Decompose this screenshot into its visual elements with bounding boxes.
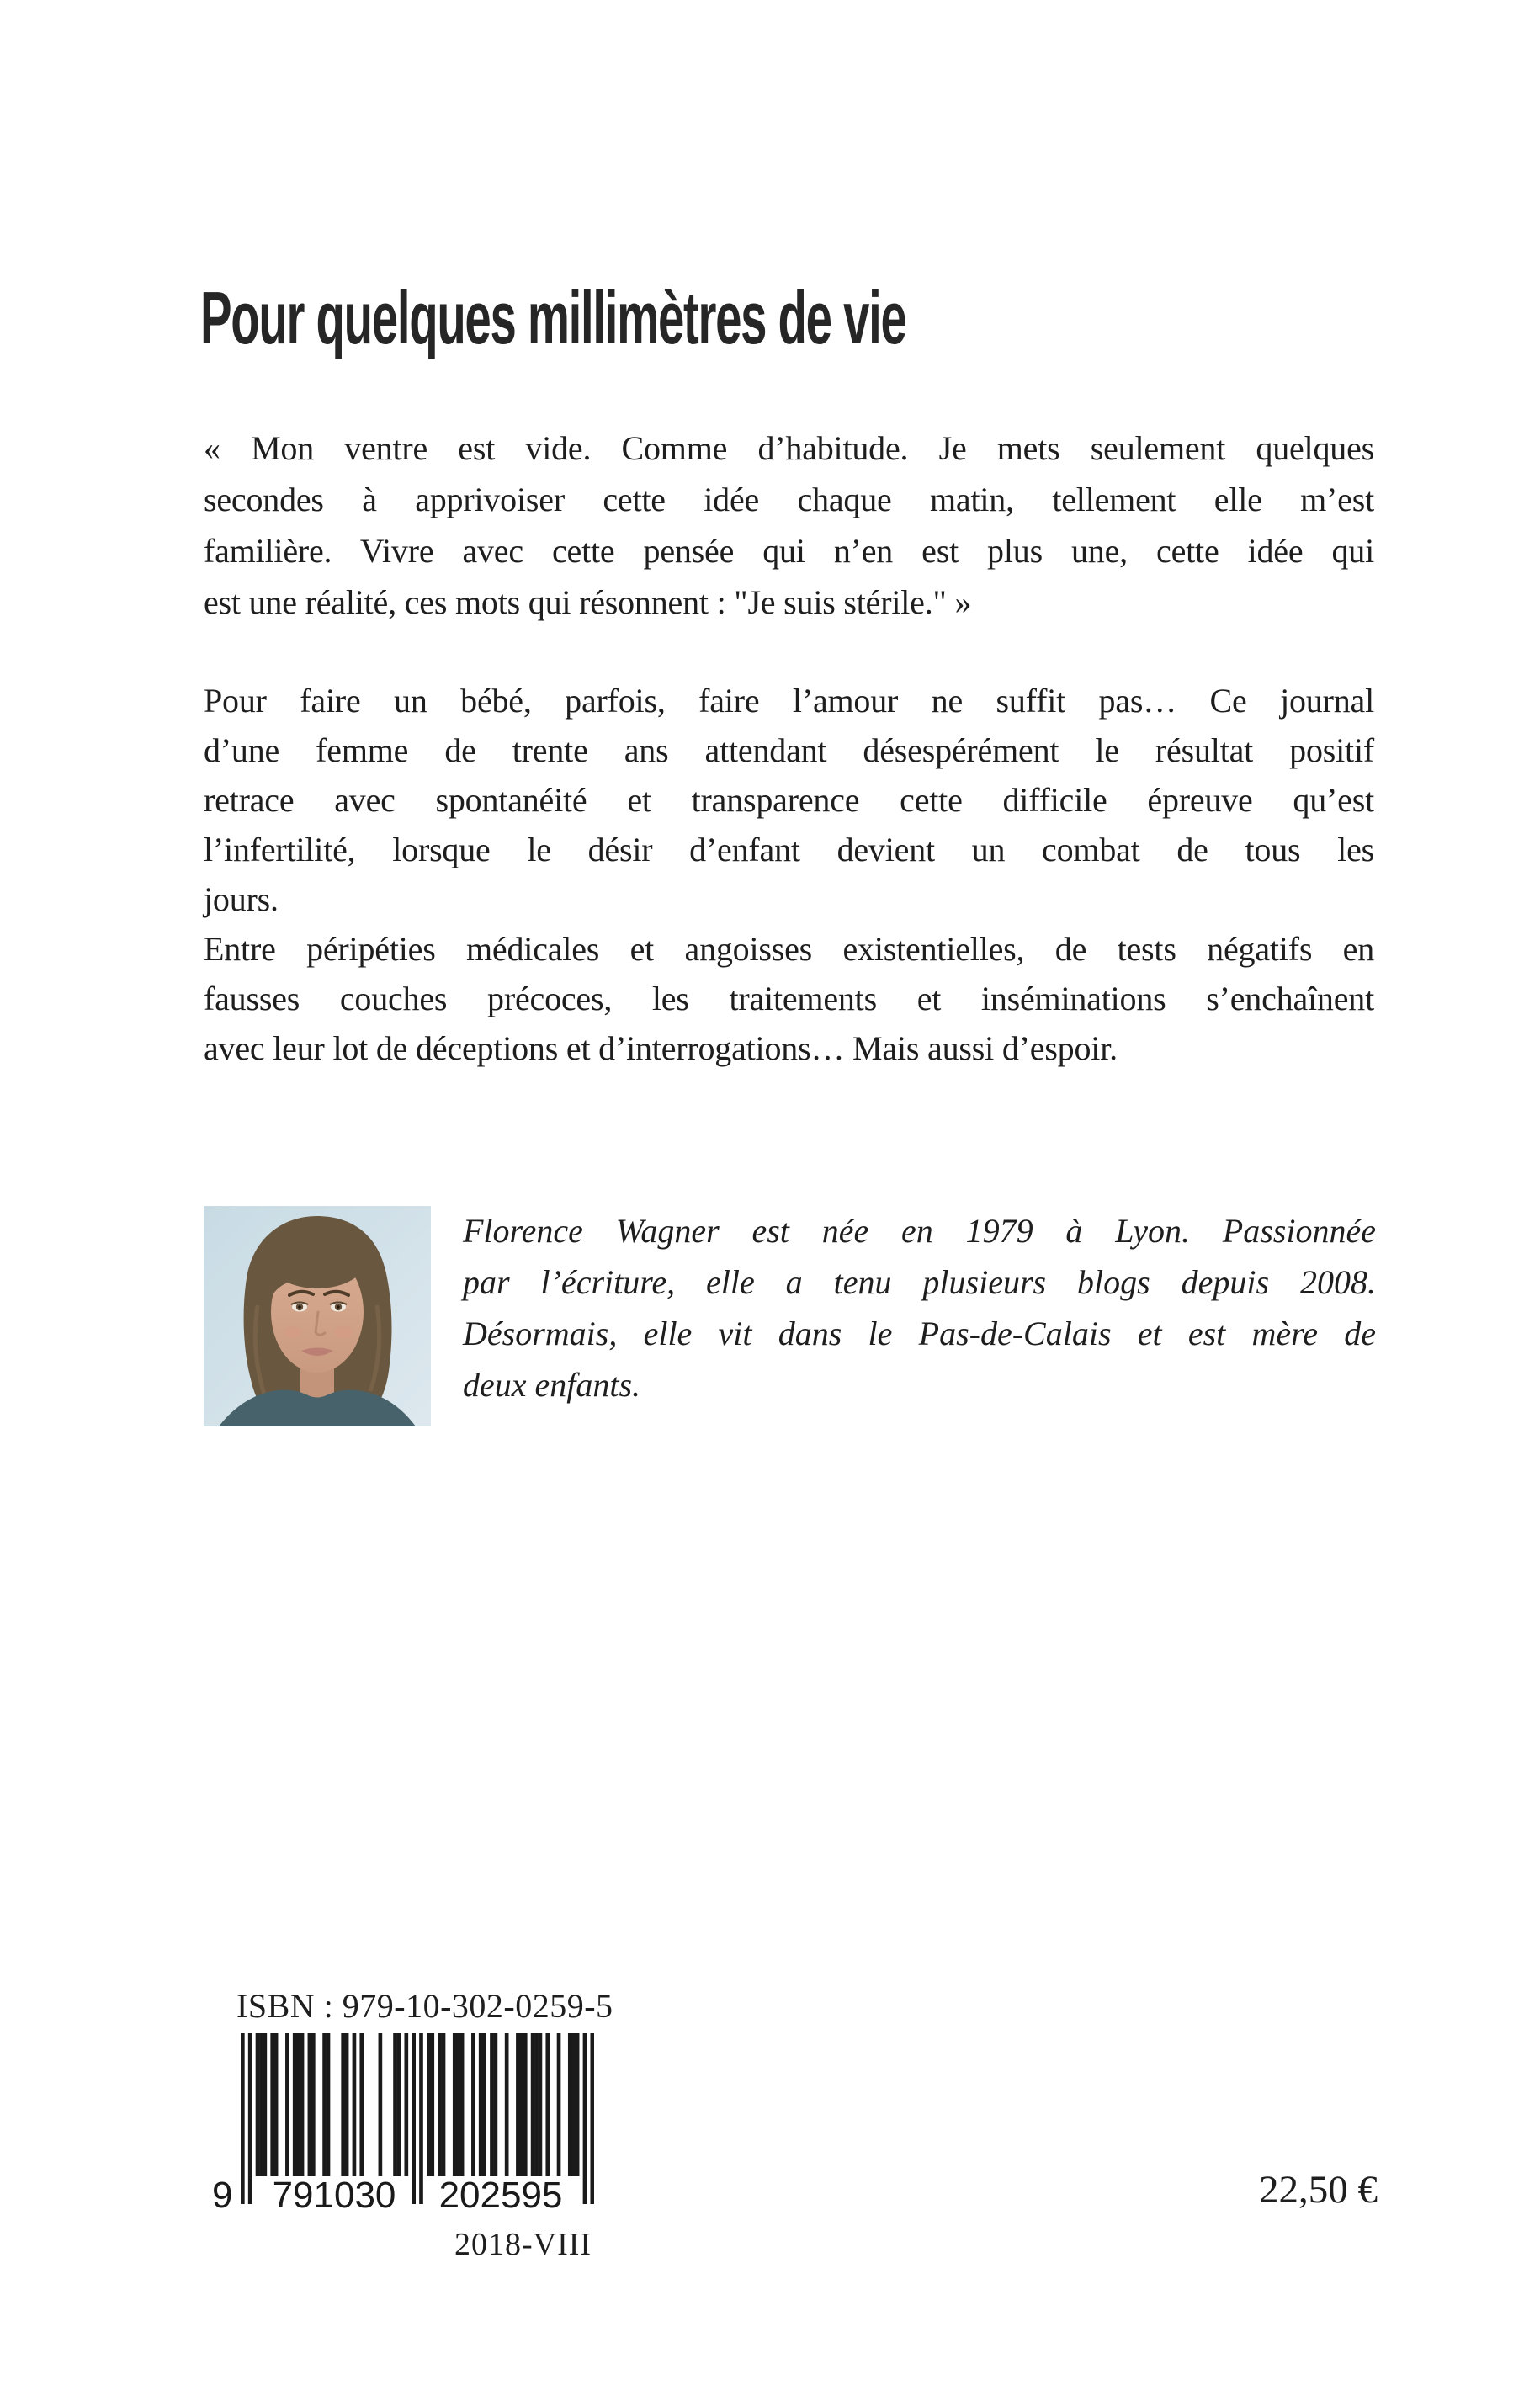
quote-line: « Mon ventre est vide. Comme d’habitude. Je mets seulement quelques [204,429,1374,467]
isbn-label: ISBN : 979-10-302-0259-5 [236,1987,613,2025]
synopsis-line: fausses couches précoces, les traitements et inséminations s’enchaînent [204,980,1374,1017]
bio-line: Florence Wagner est née en 1979 à Lyon. Passionnée [463,1212,1376,1250]
quote-line: familière. Vivre avec cette pensée qui n’en est plus une, cette idée qui [204,532,1374,570]
synopsis-line: jours. [204,880,279,918]
bio-line: Désormais, elle vit dans le Pas-de-Calais et est mère de [463,1315,1376,1352]
quote-line: secondes à apprivoiser cette idée chaque matin, tellement elle m’est [204,481,1374,518]
bio-line: deux enfants. [463,1366,641,1404]
author-bio [463,1205,1376,1410]
synopsis-line: avec leur lot de déceptions et d’interrogations… Mais aussi d’espoir. [204,1029,1118,1067]
author-photo [204,1206,431,1426]
synopsis-line: Entre péripéties médicales et angoisses existentielles, de tests négatifs en [204,930,1374,968]
synopsis-line: l’infertilité, lorsque le désir d’enfant devient un combat de tous les [204,831,1374,868]
synopsis-paragraph [204,676,1374,1073]
synopsis-line: retrace avec spontanéité et transparence cette difficile épreuve qu’est [204,781,1374,819]
synopsis-line: Pour faire un bébé, parfois, faire l’amour ne suffit pas… Ce journal [204,682,1374,720]
author-portrait-illustration [204,1206,431,1426]
synopsis-line: d’une femme de trente ans attendant désespérément le résultat positif [204,731,1374,769]
bio-line: par l’écriture, elle a tenu plusieurs blogs depuis 2008. [463,1263,1376,1301]
book-title: Pour quelques millimètres de vie [200,276,906,359]
barcode [212,2033,594,2216]
barcode-digits-left: 791030 [272,2175,396,2216]
quote-paragraph [204,422,1374,628]
barcode-digits-right: 202595 [438,2175,563,2216]
quote-line: est une réalité, ces mots qui résonnent : "Je suis stérile." » [204,583,972,621]
price: 22,50 € [1259,2168,1378,2212]
barcode-digit-first: 9 [212,2175,233,2216]
edition-date: 2018-VIII [454,2227,592,2262]
